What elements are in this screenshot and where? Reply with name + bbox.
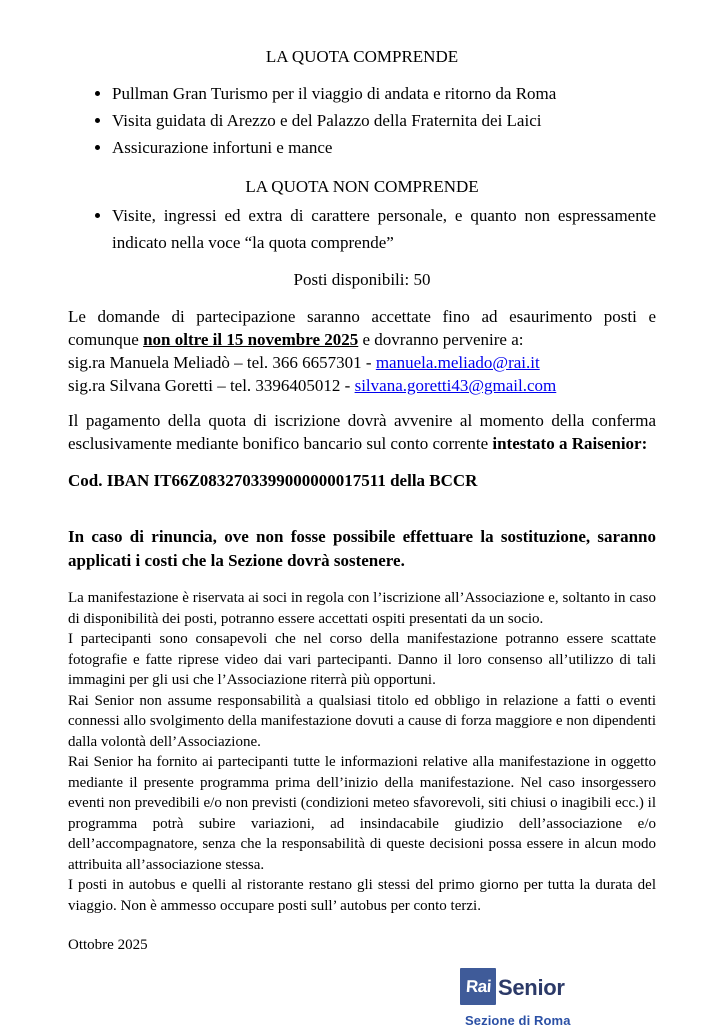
domande-tail: e dovranno pervenire a: (358, 330, 524, 349)
email-link-silvana[interactable]: silvana.goretti43@gmail.com (354, 376, 557, 395)
raisenior-logo-row (460, 968, 571, 1005)
pagamento-bold: intestato a Raisenior: (492, 434, 648, 453)
posti-disponibili: Posti disponibili: 50 (293, 270, 431, 289)
logo-subtitle: Sezione di Roma (465, 1013, 571, 1028)
fine-print-paragraph: La manifestazione è riservata ai soci in regola con l’iscrizione all’Associazione e, soltanto in caso di disponibilità dei posti, potranno essere accettati ospiti presentati da un socio. (68, 590, 656, 627)
contact-text: sig.ra Manuela Meliadò – tel. 366 6657301 - (68, 353, 376, 372)
fine-print-paragraph: Rai Senior ha fornito ai partecipanti tutte le informazioni relative alla manifestazione in oggetto mediante il presente programma prima dell’inizio della manifestazione. Nel caso insorgessero eventi non prevedibili e/o non previsti (condizioni meteo sfavorevoli, siti chiusi o inagibili ecc.) il programma potrà subire variazioni, ad insindacabile giudizio dell’associazione e/o dell’accompagnatore, senza che la responsabilità di queste decisioni possa essere in alcun modo attribuita all’associazione stessa. (68, 754, 656, 873)
fine-print-block (68, 588, 656, 916)
email-link-manuela[interactable]: manuela.meliado@rai.it (375, 353, 540, 372)
paragraph-pagamento (68, 409, 656, 455)
paragraph-domande (68, 305, 656, 351)
list-item: • Visita guidata di Arezzo e del Palazzo della Fraternita dei Laici (112, 107, 656, 134)
pagamento-lead: Il pagamento della quota di iscrizione dovrà avvenire al momento della conferma esclusivamente mediante bonifico bancario sul conto corrente (68, 411, 656, 453)
list-item: • Visite, ingressi ed extra di carattere personale, e quanto non espressamente indicato nella voce “la quota comprende” (112, 202, 656, 256)
contact-line-manuela (68, 351, 656, 374)
rai-logo-text: Rai (464, 976, 492, 996)
quota-comprende-list (68, 80, 656, 161)
list-item: • Assicurazione infortuni e mance (112, 134, 656, 161)
document-date: Ottobre 2025 (68, 937, 148, 953)
section-title-quota-non-comprende: LA QUOTA NON COMPRENDE (245, 177, 479, 196)
fine-print-paragraph: Rai Senior non assume responsabilità a qualsiasi titolo ed obbligo in relazione a fatti o eventi connessi allo svolgimento della manifestazione dovuti a cause di forza maggiore e non dipendenti dalla volontà dell’Associazione. (68, 692, 656, 750)
quota-non-comprende-list (68, 202, 656, 256)
iban-line: Cod. IBAN IT66Z0832703399000000017511 della BCCR (68, 471, 478, 490)
senior-logo-text: Senior (498, 975, 565, 1000)
fine-print-paragraph: I partecipanti sono consapevoli che nel corso della manifestazione potranno essere scattate fotografie e fatte riprese video dai vari partecipanti. Danno il loro consenso all’utilizzo di tali immagini per gli usi che l’Associazione riterrà più opportuni. (68, 631, 656, 688)
domande-lead: Le domande di partecipazione saranno accettate fino ad esaurimento posti e comunque (68, 307, 656, 349)
paragraph-rinuncia: In caso di rinuncia, ove non fosse possibile effettuare la sostituzione, saranno applicati i costi che la Sezione dovrà sostenere. (68, 527, 656, 570)
contact-line-silvana (68, 374, 656, 397)
fine-print-paragraph: I posti in autobus e quelli al ristorante restano gli stessi del primo giorno per tutta la durata del viaggio. Non è ammesso occupare posti sull’ autobus per conto terzi. (68, 877, 656, 914)
section-title-quota-comprende: LA QUOTA COMPRENDE (265, 47, 459, 66)
list-item: • Pullman Gran Turismo per il viaggio di andata e ritorno da Roma (112, 80, 656, 107)
deadline-text: non oltre il 15 novembre 2025 (143, 330, 359, 349)
raisenior-logo (460, 968, 571, 1028)
rai-logo-icon (460, 968, 496, 1005)
contact-text: sig.ra Silvana Goretti – tel. 3396405012 - (68, 376, 355, 395)
